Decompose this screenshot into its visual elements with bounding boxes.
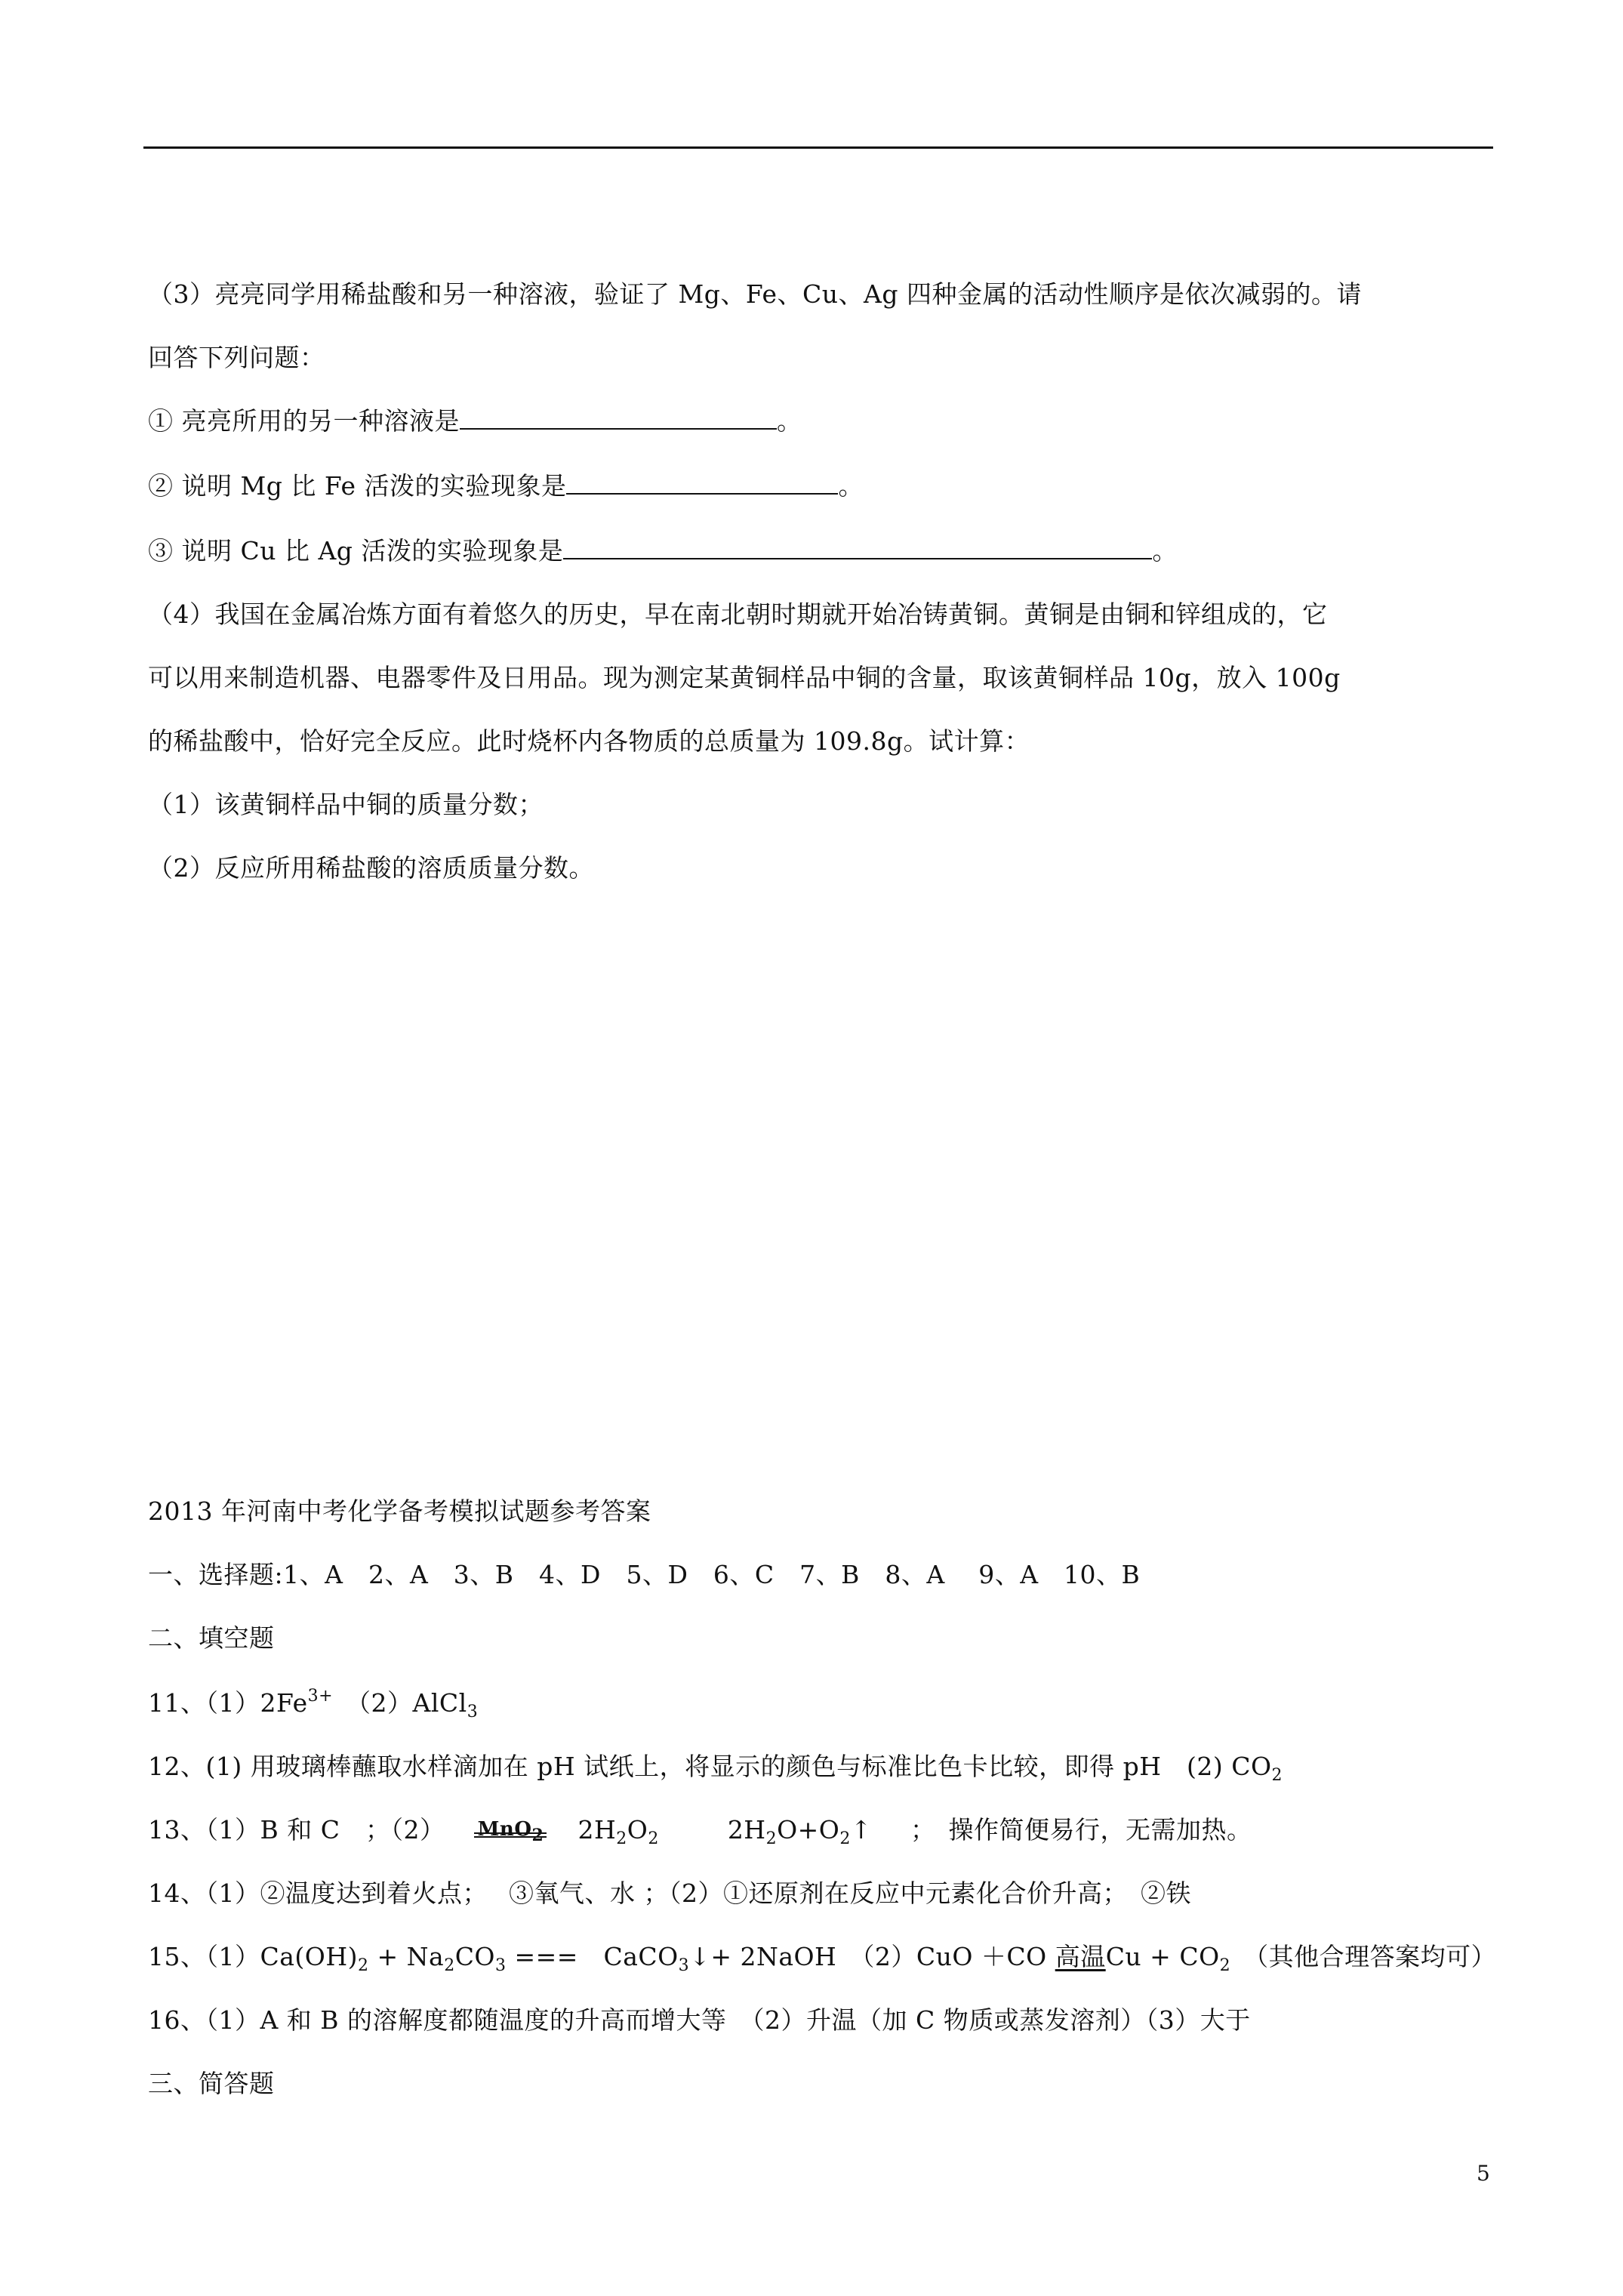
q3-line1: （3）亮亮同学用稀盐酸和另一种溶液，验证了 Mg、Fe、Cu、Ag 四种金属的活动性顺序是依次减弱的。请: [148, 279, 1362, 309]
answer-blank-3[interactable]: [563, 535, 1152, 559]
answer-15-p5: ↓+ 2NaOH （2）CuO ＋CO: [689, 1942, 1055, 1971]
answer-11-sup: 3+: [307, 1687, 334, 1706]
answer-11: [148, 1687, 1499, 1720]
answer-15-s4: 3: [678, 1956, 690, 1975]
answer-15-s3: 3: [495, 1956, 507, 1975]
eq-left-sub2: 2: [648, 1829, 659, 1848]
q3-item3: [148, 535, 1499, 568]
answer-15-p4: === CaCO: [506, 1942, 679, 1971]
answer-11-sub: 3: [467, 1703, 479, 1721]
q4-sub2: （2）反应所用稀盐酸的溶质质量分数。: [148, 853, 594, 883]
catalyst-label: [465, 1818, 556, 1845]
answer-15: [148, 1940, 1499, 1974]
answer-12-part1: 12、(1) 用玻璃棒蘸取水样滴加在 pH 试纸上，将显示的颜色与标准比色卡比较，即得 pH (2) CO: [148, 1752, 1272, 1781]
answer-13: [148, 1814, 1499, 1847]
eq-left-sub1: 2: [616, 1829, 627, 1848]
eq-right-sub2: 2: [839, 1829, 851, 1848]
equation-left: [577, 1815, 659, 1848]
answer-15-p3: CO: [454, 1942, 495, 1971]
eq-right-arrow: ↑: [850, 1815, 873, 1845]
q3-item1-text: ① 亮亮所用的另一种溶液是: [148, 406, 460, 436]
q3-item3-text: ③ 说明 Cu 比 Ag 活泼的实验现象是: [148, 536, 564, 566]
q4-line2: 可以用来制造机器、电器零件及日用品。现为测定某黄铜样品中铜的含量，取该黄铜样品 10g，放入 100g: [148, 663, 1341, 692]
answers-section2: 二、填空题: [148, 1623, 275, 1653]
catalyst-text: MnO: [477, 1818, 532, 1841]
answer-12: [148, 1750, 1499, 1783]
q3-item2-end: 。: [838, 471, 864, 501]
eq-right-sub1: 2: [765, 1829, 778, 1848]
answer-13-part2: ； 操作简便易行，无需加热。: [910, 1815, 1252, 1845]
answer-15-s6: 2: [1219, 1956, 1231, 1975]
answers-section1: 一、选择题:1、A 2、A 3、B 4、D 5、D 6、C 7、B 8、A 9、A 10、B: [148, 1560, 1141, 1589]
answer-11-part2: （2）AlCl: [333, 1688, 467, 1718]
answer-11-part1: 11、（1）2Fe: [148, 1688, 308, 1718]
header-rule: [143, 146, 1493, 149]
answers-title: 2013 年河南中考化学备考模拟试题参考答案: [148, 1496, 651, 1526]
answer-14: 14、（1）②温度达到着火点； ③氧气、水 ；（2）①还原剂在反应中元素化合价升高； ②铁: [148, 1878, 1191, 1908]
answer-15-p7: （其他合理答案均可）: [1230, 1942, 1497, 1971]
answer-12-sub: 2: [1271, 1766, 1283, 1785]
q3-item1: [148, 405, 1499, 438]
answers-section3: 三、简答题: [148, 2069, 275, 2098]
answer-blank-2[interactable]: [566, 470, 838, 495]
answer-blank-1[interactable]: [460, 405, 777, 430]
eq-left-a: 2H: [577, 1815, 617, 1845]
high-temp-condition: 高温: [1055, 1942, 1106, 1971]
q3-item1-end: 。: [777, 406, 802, 436]
equation-right: [727, 1815, 873, 1848]
page-number: 5: [1477, 2161, 1490, 2186]
q3-item2-text: ② 说明 Mg 比 Fe 活泼的实验现象是: [148, 471, 567, 501]
q3-line2: 回答下列问题：: [148, 343, 325, 372]
q4-sub1: （1）该黄铜样品中铜的质量分数；: [148, 790, 544, 819]
answer-15-s2: 2: [444, 1956, 455, 1975]
q3-item2: [148, 470, 1499, 503]
answer-15-p6: Cu + CO: [1105, 1942, 1220, 1971]
answer-15-p2: + Na: [368, 1942, 445, 1971]
answer-15-p1: 15、（1）Ca(OH): [148, 1942, 358, 1971]
q4-line3: 的稀盐酸中，恰好完全反应。此时烧杯内各物质的总质量为 109.8g。试计算：: [148, 726, 1030, 756]
q4-line1: （4）我国在金属冶炼方面有着悠久的历史，早在南北朝时期就开始冶铸黄铜。黄铜是由铜和锌组成的，它: [148, 599, 1328, 629]
eq-right-a: 2H: [727, 1815, 766, 1845]
answer-13-part1: 13、（1）B 和 C ；（2）: [148, 1815, 445, 1845]
answer-15-s1: 2: [358, 1956, 369, 1975]
answer-16: 16、（1）A 和 B 的溶解度都随温度的升高而增大等 （2）升温（加 C 物质或蒸发溶剂）（3）大于: [148, 2005, 1251, 2035]
eq-left-b: O: [627, 1815, 648, 1845]
catalyst-sub: 2: [531, 1826, 544, 1845]
q3-item3-end: 。: [1152, 536, 1178, 566]
eq-right-b: O+O: [777, 1815, 840, 1845]
